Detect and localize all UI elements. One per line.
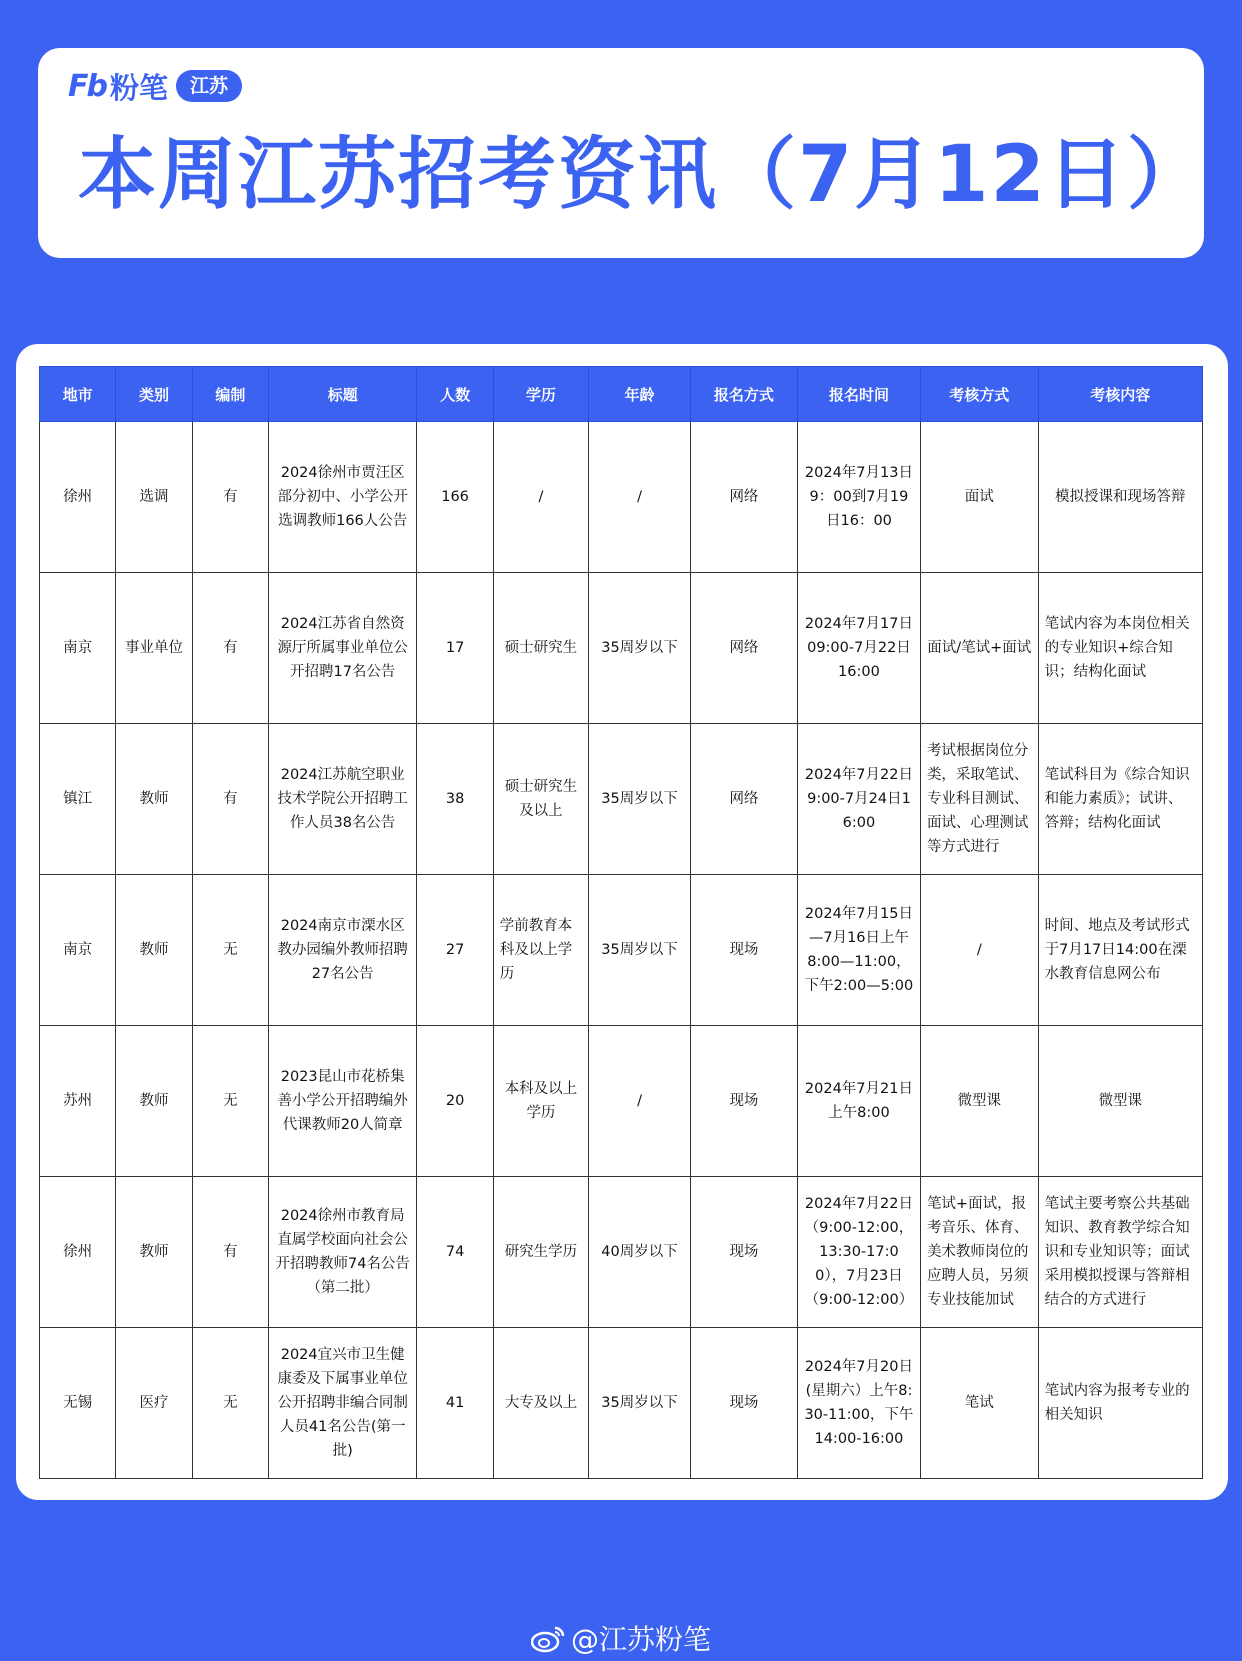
- cell-age: 35周岁以下: [589, 1328, 691, 1479]
- cell-title: 2024江苏航空职业技术学院公开招聘工作人员38名公告: [268, 724, 416, 875]
- cell-exam-method: 考试根据岗位分类，采取笔试、专业科目测试、面试、心理测试等方式进行: [920, 724, 1038, 875]
- cell-exam-method: /: [920, 875, 1038, 1026]
- table-row: [40, 1026, 1203, 1177]
- cell-category: 教师: [116, 875, 192, 1026]
- cell-city: 南京: [40, 875, 116, 1026]
- cell-quota: 无: [192, 1328, 268, 1479]
- cell-exam-method: 面试/笔试+面试: [920, 573, 1038, 724]
- header-count: 人数: [417, 367, 493, 422]
- header-card: [38, 48, 1207, 258]
- header-exam-content: 考核内容: [1038, 367, 1202, 422]
- cell-title: 2024宜兴市卫生健康委及下属事业单位公开招聘非编合同制人员41名公告(第一批): [268, 1328, 416, 1479]
- cell-exam-content: 模拟授课和现场答辩: [1038, 422, 1202, 573]
- cell-quota: 有: [192, 573, 268, 724]
- cell-exam-method: 笔试: [920, 1328, 1038, 1479]
- cell-education: 大专及以上: [493, 1328, 588, 1479]
- cell-city: 南京: [40, 573, 116, 724]
- cell-age: /: [589, 422, 691, 573]
- cell-exam-content: 笔试科目为《综合知识和能力素质》；试讲、答辩；结构化面试: [1038, 724, 1202, 875]
- page-title: 本周江苏招考资讯（7月12日）: [78, 130, 1207, 220]
- table-header-row: [40, 367, 1203, 422]
- table-row: [40, 724, 1203, 875]
- table-row: [40, 573, 1203, 724]
- cell-title: 2024徐州市教育局直属学校面向社会公开招聘教师74名公告（第二批）: [268, 1177, 416, 1328]
- header-title: 标题: [268, 367, 416, 422]
- cell-education: 本科及以上学历: [493, 1026, 588, 1177]
- cell-education: 学前教育本科及以上学历: [493, 875, 588, 1026]
- cell-age: 35周岁以下: [589, 875, 691, 1026]
- footer-handle: @江苏粉笔: [570, 1623, 711, 1656]
- cell-signup-method: 现场: [690, 1177, 797, 1328]
- cell-quota: 有: [192, 422, 268, 573]
- cell-exam-content: 笔试主要考察公共基础知识、教育教学综合知识和专业知识等；面试采用模拟授课与答辩相结合的方式进行: [1038, 1177, 1202, 1328]
- cell-exam-content: 微型课: [1038, 1026, 1202, 1177]
- cell-signup-time: 2024年7月22日（9:00-12:00，13:30-17:00），7月23日（9:00-12:00）: [797, 1177, 920, 1328]
- header-signup-method: 报名方式: [690, 367, 797, 422]
- table-row: [40, 1328, 1203, 1479]
- cell-city: 徐州: [40, 422, 116, 573]
- cell-title: 2024南京市溧水区教办园编外教师招聘27名公告: [268, 875, 416, 1026]
- cell-category: 教师: [116, 724, 192, 875]
- table-row: [40, 875, 1203, 1026]
- cell-category: 教师: [116, 1177, 192, 1328]
- cell-city: 镇江: [40, 724, 116, 875]
- cell-signup-method: 现场: [690, 875, 797, 1026]
- footer-watermark: [0, 1620, 1242, 1660]
- table-card: [16, 344, 1228, 1500]
- cell-signup-time: 2024年7月13日9：00到7月19日16：00: [797, 422, 920, 573]
- cell-exam-method: 微型课: [920, 1026, 1038, 1177]
- cell-category: 教师: [116, 1026, 192, 1177]
- cell-signup-method: 现场: [690, 1328, 797, 1479]
- header-education: 学历: [493, 367, 588, 422]
- brand-mark: Fb: [68, 68, 106, 104]
- header-exam-method: 考核方式: [920, 367, 1038, 422]
- cell-category: 医疗: [116, 1328, 192, 1479]
- cell-quota: 无: [192, 1026, 268, 1177]
- table-row: [40, 1177, 1203, 1328]
- cell-exam-content: 时间、地点及考试形式于7月17日14:00在溧水教育信息网公布: [1038, 875, 1202, 1026]
- cell-city: 无锡: [40, 1328, 116, 1479]
- cell-signup-method: 现场: [690, 1026, 797, 1177]
- cell-signup-time: 2024年7月20日(星期六）上午8:30-11:00，下午14:00-16:00: [797, 1328, 920, 1479]
- cell-signup-time: 2024年7月22日9:00-7月24日16:00: [797, 724, 920, 875]
- header-category: 类别: [116, 367, 192, 422]
- cell-exam-content: 笔试内容为报考专业的相关知识: [1038, 1328, 1202, 1479]
- cell-count: 41: [417, 1328, 493, 1479]
- cell-education: 研究生学历: [493, 1177, 588, 1328]
- table-row: [40, 422, 1203, 573]
- cell-category: 选调: [116, 422, 192, 573]
- cell-signup-time: 2024年7月21日上午8:00: [797, 1026, 920, 1177]
- cell-education: 硕士研究生及以上: [493, 724, 588, 875]
- cell-count: 27: [417, 875, 493, 1026]
- brand-region-badge: 江苏: [176, 70, 242, 102]
- cell-city: 苏州: [40, 1026, 116, 1177]
- cell-count: 17: [417, 573, 493, 724]
- cell-count: 38: [417, 724, 493, 875]
- cell-title: 2023昆山市花桥集善小学公开招聘编外代课教师20人简章: [268, 1026, 416, 1177]
- cell-education: /: [493, 422, 588, 573]
- weibo-icon: [531, 1620, 565, 1660]
- cell-signup-method: 网络: [690, 724, 797, 875]
- cell-education: 硕士研究生: [493, 573, 588, 724]
- cell-exam-method: 面试: [920, 422, 1038, 573]
- cell-quota: 有: [192, 1177, 268, 1328]
- cell-count: 20: [417, 1026, 493, 1177]
- cell-count: 74: [417, 1177, 493, 1328]
- cell-quota: 无: [192, 875, 268, 1026]
- recruitment-table: [39, 366, 1203, 1479]
- cell-age: 35周岁以下: [589, 724, 691, 875]
- header-city: 地市: [40, 367, 116, 422]
- cell-city: 徐州: [40, 1177, 116, 1328]
- cell-category: 事业单位: [116, 573, 192, 724]
- cell-exam-content: 笔试内容为本岗位相关的专业知识+综合知识；结构化面试: [1038, 573, 1202, 724]
- brand-name: 粉笔: [109, 70, 168, 105]
- cell-age: 40周岁以下: [589, 1177, 691, 1328]
- cell-signup-time: 2024年7月17日09:00-7月22日16:00: [797, 573, 920, 724]
- brand-logo: [68, 68, 242, 104]
- cell-exam-method: 笔试+面试，报考音乐、体育、美术教师岗位的应聘人员，另须专业技能加试: [920, 1177, 1038, 1328]
- cell-title: 2024徐州市贾汪区部分初中、小学公开选调教师166人公告: [268, 422, 416, 573]
- header-quota: 编制: [192, 367, 268, 422]
- cell-age: 35周岁以下: [589, 573, 691, 724]
- cell-signup-time: 2024年7月15日—7月16日上午8:00—11:00，下午2:00—5:00: [797, 875, 920, 1026]
- cell-age: /: [589, 1026, 691, 1177]
- header-signup-time: 报名时间: [797, 367, 920, 422]
- cell-title: 2024江苏省自然资源厅所属事业单位公开招聘17名公告: [268, 573, 416, 724]
- cell-count: 166: [417, 422, 493, 573]
- cell-signup-method: 网络: [690, 422, 797, 573]
- cell-quota: 有: [192, 724, 268, 875]
- header-age: 年龄: [589, 367, 691, 422]
- cell-signup-method: 网络: [690, 573, 797, 724]
